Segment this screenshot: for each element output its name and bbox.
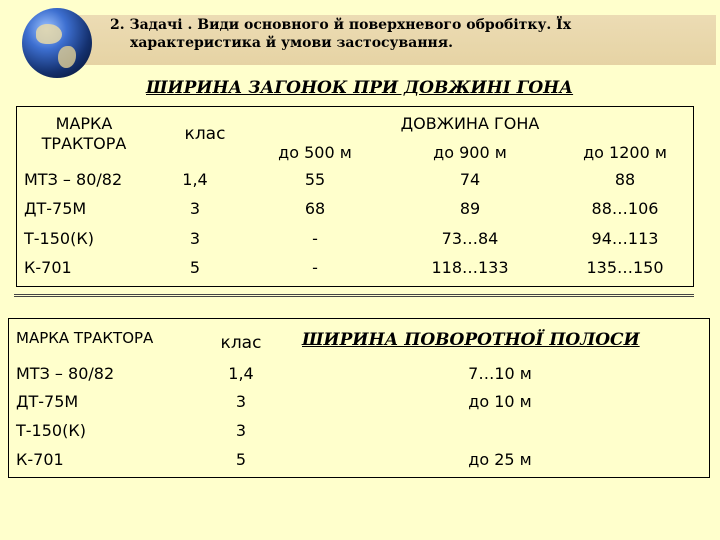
table2-cell-class: 3 xyxy=(235,392,247,411)
table1-col-brand xyxy=(24,114,144,154)
table2-cell-class: 1,4 xyxy=(228,364,254,383)
table1-cell-brand: Т-150(К) xyxy=(24,229,94,248)
table1-cell-900: 74 xyxy=(459,170,481,189)
globe-logo-icon xyxy=(22,8,92,78)
slide-title xyxy=(110,16,710,52)
table1-subheader-1200: до 1200 м xyxy=(583,143,667,162)
table2-cell-width: до 10 м xyxy=(468,392,532,411)
table1-cell-class: 5 xyxy=(189,258,201,277)
table1-cell-brand: К-701 xyxy=(24,258,72,277)
table1-col-brand-line2: ТРАКТОРА xyxy=(41,134,127,153)
table1-cell-brand: МТЗ – 80/82 xyxy=(24,170,123,189)
table2-cell-brand: ДТ-75М xyxy=(16,392,79,411)
table2-col-brand: МАРКА ТРАКТОРА xyxy=(16,329,154,347)
table1-col-class: клас xyxy=(184,124,226,144)
table1-cell-500: - xyxy=(312,258,318,277)
table2-cell-width: 7…10 м xyxy=(468,364,532,383)
table1-cell-500: - xyxy=(312,229,318,248)
table2-cell-brand: К-701 xyxy=(16,450,64,469)
table1-cell-1200: 88 xyxy=(614,170,636,189)
table1-cell-class: 1,4 xyxy=(182,170,208,189)
table2-cell-width: до 25 м xyxy=(468,450,532,469)
table1-cell-1200: 135…150 xyxy=(586,258,664,277)
table1-cell-500: 55 xyxy=(304,170,326,189)
table1-cell-900: 89 xyxy=(459,199,481,218)
table1-cell-900: 73…84 xyxy=(441,229,499,248)
table2-col-class: клас xyxy=(220,333,262,353)
table2-cell-class: 5 xyxy=(235,450,247,469)
slide-title-line2: характеристика й умови застосування. xyxy=(130,35,454,51)
table1-cell-900: 118…133 xyxy=(431,258,509,277)
table1-cell-class: 3 xyxy=(189,229,201,248)
table1-col-brand-line1: МАРКА xyxy=(55,114,113,133)
slide-title-line1: 2. Задачі . Види основного й поверхневого обробітку. Їх xyxy=(110,17,572,33)
table1-cell-1200: 94…113 xyxy=(591,229,659,248)
table2-cell-brand: МТЗ – 80/82 xyxy=(16,364,115,383)
table2-title: ШИРИНА ПОВОРОТНОЇ ПОЛОСИ xyxy=(302,330,640,350)
table1-subheader-500: до 500 м xyxy=(278,143,352,162)
table2-cell-brand: Т-150(К) xyxy=(16,421,86,440)
table1-cell-500: 68 xyxy=(304,199,326,218)
table1-title: ШИРИНА ЗАГОНОК ПРИ ДОВЖИНІ ГОНА xyxy=(146,78,574,98)
table-separator xyxy=(14,294,694,297)
table1-subheader-900: до 900 м xyxy=(433,143,507,162)
table1-cell-brand: ДТ-75М xyxy=(24,199,87,218)
table2-cell-class: 3 xyxy=(235,421,247,440)
table1-cell-1200: 88…106 xyxy=(591,199,659,218)
table1-cell-class: 3 xyxy=(189,199,201,218)
table1-col-length-group: ДОВЖИНА ГОНА xyxy=(400,114,540,133)
